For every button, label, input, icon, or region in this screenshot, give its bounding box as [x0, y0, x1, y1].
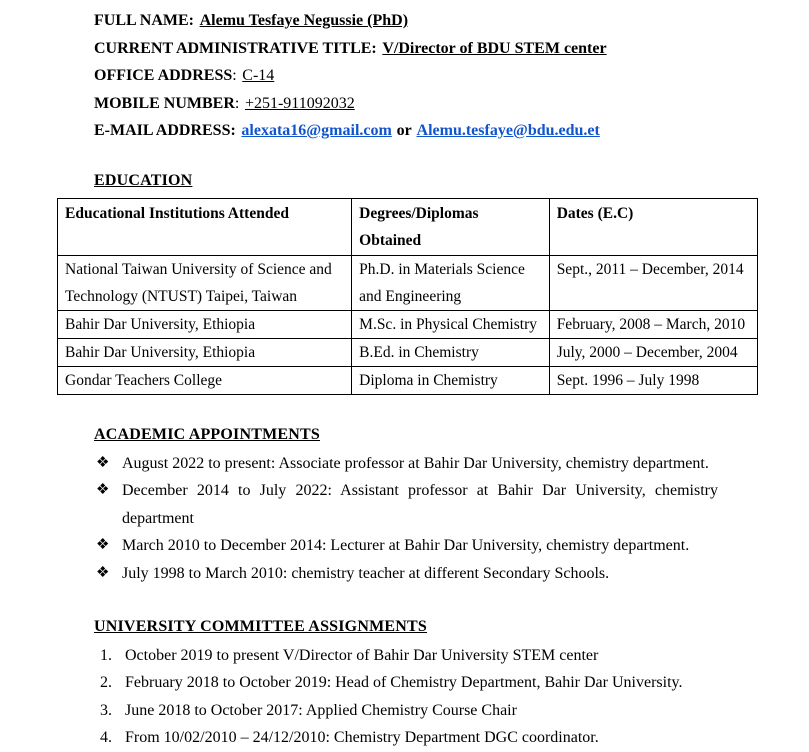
- education-cell-institution: Bahir Dar University, Ethiopia: [58, 339, 352, 367]
- full-name-label: FULL NAME:: [94, 12, 194, 29]
- education-cell-degree: Ph.D. in Materials Science and Engineering: [352, 256, 550, 311]
- email-link-primary[interactable]: alexata16@gmail.com: [241, 122, 392, 139]
- education-header-degrees: Degrees/Diplomas Obtained: [352, 199, 550, 256]
- list-item: [94, 560, 718, 588]
- admin-title-value: V/Director of BDU STEM center: [382, 39, 607, 57]
- education-cell-institution: Gondar Teachers College: [58, 367, 352, 395]
- academic-appointments-heading: ACADEMIC APPOINTMENTS: [94, 426, 320, 443]
- committee-assignments-list: [94, 642, 718, 752]
- table-row: [58, 311, 758, 339]
- list-item: [94, 532, 718, 560]
- mobile-number-label: MOBILE NUMBER: [94, 94, 235, 112]
- email-separator: or: [396, 122, 412, 139]
- committee-assignments-heading: UNIVERSITY COMMITTEE ASSIGNMENTS: [94, 618, 427, 635]
- office-address-label: OFFICE ADDRESS: [94, 67, 233, 84]
- diamond-bullet-icon: ❖: [96, 564, 110, 581]
- diamond-bullet-icon: ❖: [96, 482, 110, 498]
- mobile-number-line: [94, 90, 718, 118]
- office-address-value: C-14: [242, 67, 275, 84]
- admin-title-label: CURRENT ADMINISTRATIVE TITLE:: [94, 39, 377, 57]
- assignment-text: February 2018 to October 2019: Head of Chemistry Department, Bahir Dar University.: [125, 674, 683, 691]
- diamond-bullet-icon: ❖: [96, 454, 110, 471]
- admin-title-line: [94, 35, 718, 63]
- list-number: 3.: [100, 701, 112, 719]
- list-item: [94, 477, 718, 532]
- table-row: [58, 256, 758, 311]
- education-cell-degree: M.Sc. in Physical Chemistry: [352, 311, 550, 339]
- email-label: E-MAIL ADDRESS:: [94, 122, 236, 139]
- appointment-text: December 2014 to July 2022: Assistant professor at Bahir Dar University, chemistry department: [122, 482, 718, 527]
- assignment-text: June 2018 to October 2017: Applied Chemistry Course Chair: [125, 701, 517, 719]
- full-name-line: [94, 7, 718, 35]
- education-cell-degree: Diploma in Chemistry: [352, 367, 550, 395]
- education-header-dates: Dates (E.C): [549, 199, 757, 256]
- office-address-line: [94, 62, 718, 90]
- list-item: [94, 697, 718, 725]
- education-heading: EDUCATION: [94, 171, 193, 189]
- email-link-secondary[interactable]: Alemu.tesfaye@bdu.edu.et: [416, 122, 600, 139]
- committee-assignments-section: [94, 613, 718, 752]
- education-cell-institution: Bahir Dar University, Ethiopia: [58, 311, 352, 339]
- office-address-colon: :: [232, 67, 237, 84]
- assignment-text: October 2019 to present V/Director of Bahir Dar University STEM center: [125, 646, 599, 664]
- list-item: [94, 724, 718, 752]
- education-cell-dates: February, 2008 – March, 2010: [549, 311, 757, 339]
- mobile-number-value: +251-911092032: [244, 94, 355, 112]
- list-item: [94, 450, 718, 478]
- education-cell-dates: Sept., 2011 – December, 2014: [549, 256, 757, 311]
- education-table: [57, 198, 758, 395]
- email-line: [94, 117, 718, 145]
- assignment-text: From 10/02/2010 – 24/12/2010: Chemistry Department DGC coordinator.: [125, 729, 599, 746]
- education-cell-institution: National Taiwan University of Science and Technology (NTUST) Taipei, Taiwan: [58, 256, 352, 311]
- list-item: [94, 669, 718, 697]
- diamond-bullet-icon: ❖: [96, 537, 110, 553]
- table-row: [58, 339, 758, 367]
- education-header-institutions: Educational Institutions Attended: [58, 199, 352, 256]
- academic-appointments-list: [94, 450, 718, 588]
- academic-appointments-section: [94, 421, 718, 587]
- list-number: 2.: [100, 674, 112, 691]
- list-number: 1.: [100, 646, 112, 664]
- personal-info-section: [94, 0, 718, 145]
- education-cell-dates: July, 2000 – December, 2004: [549, 339, 757, 367]
- appointment-text: August 2022 to present: Associate professor at Bahir Dar University, chemistry department.: [122, 454, 709, 472]
- appointment-text: July 1998 to March 2010: chemistry teacher at different Secondary Schools.: [122, 564, 610, 582]
- education-cell-dates: Sept. 1996 – July 1998: [549, 367, 757, 395]
- education-cell-degree: B.Ed. in Chemistry: [352, 339, 550, 367]
- list-number: 4.: [100, 729, 112, 746]
- table-row: [58, 367, 758, 395]
- mobile-number-colon: :: [234, 94, 240, 112]
- education-table-header-row: [58, 199, 758, 256]
- appointment-text: March 2010 to December 2014: Lecturer at Bahir Dar University, chemistry department.: [122, 537, 690, 554]
- list-item: [94, 642, 718, 670]
- education-section: [65, 167, 746, 396]
- full-name-value: Alemu Tesfaye Negussie (PhD): [199, 12, 409, 29]
